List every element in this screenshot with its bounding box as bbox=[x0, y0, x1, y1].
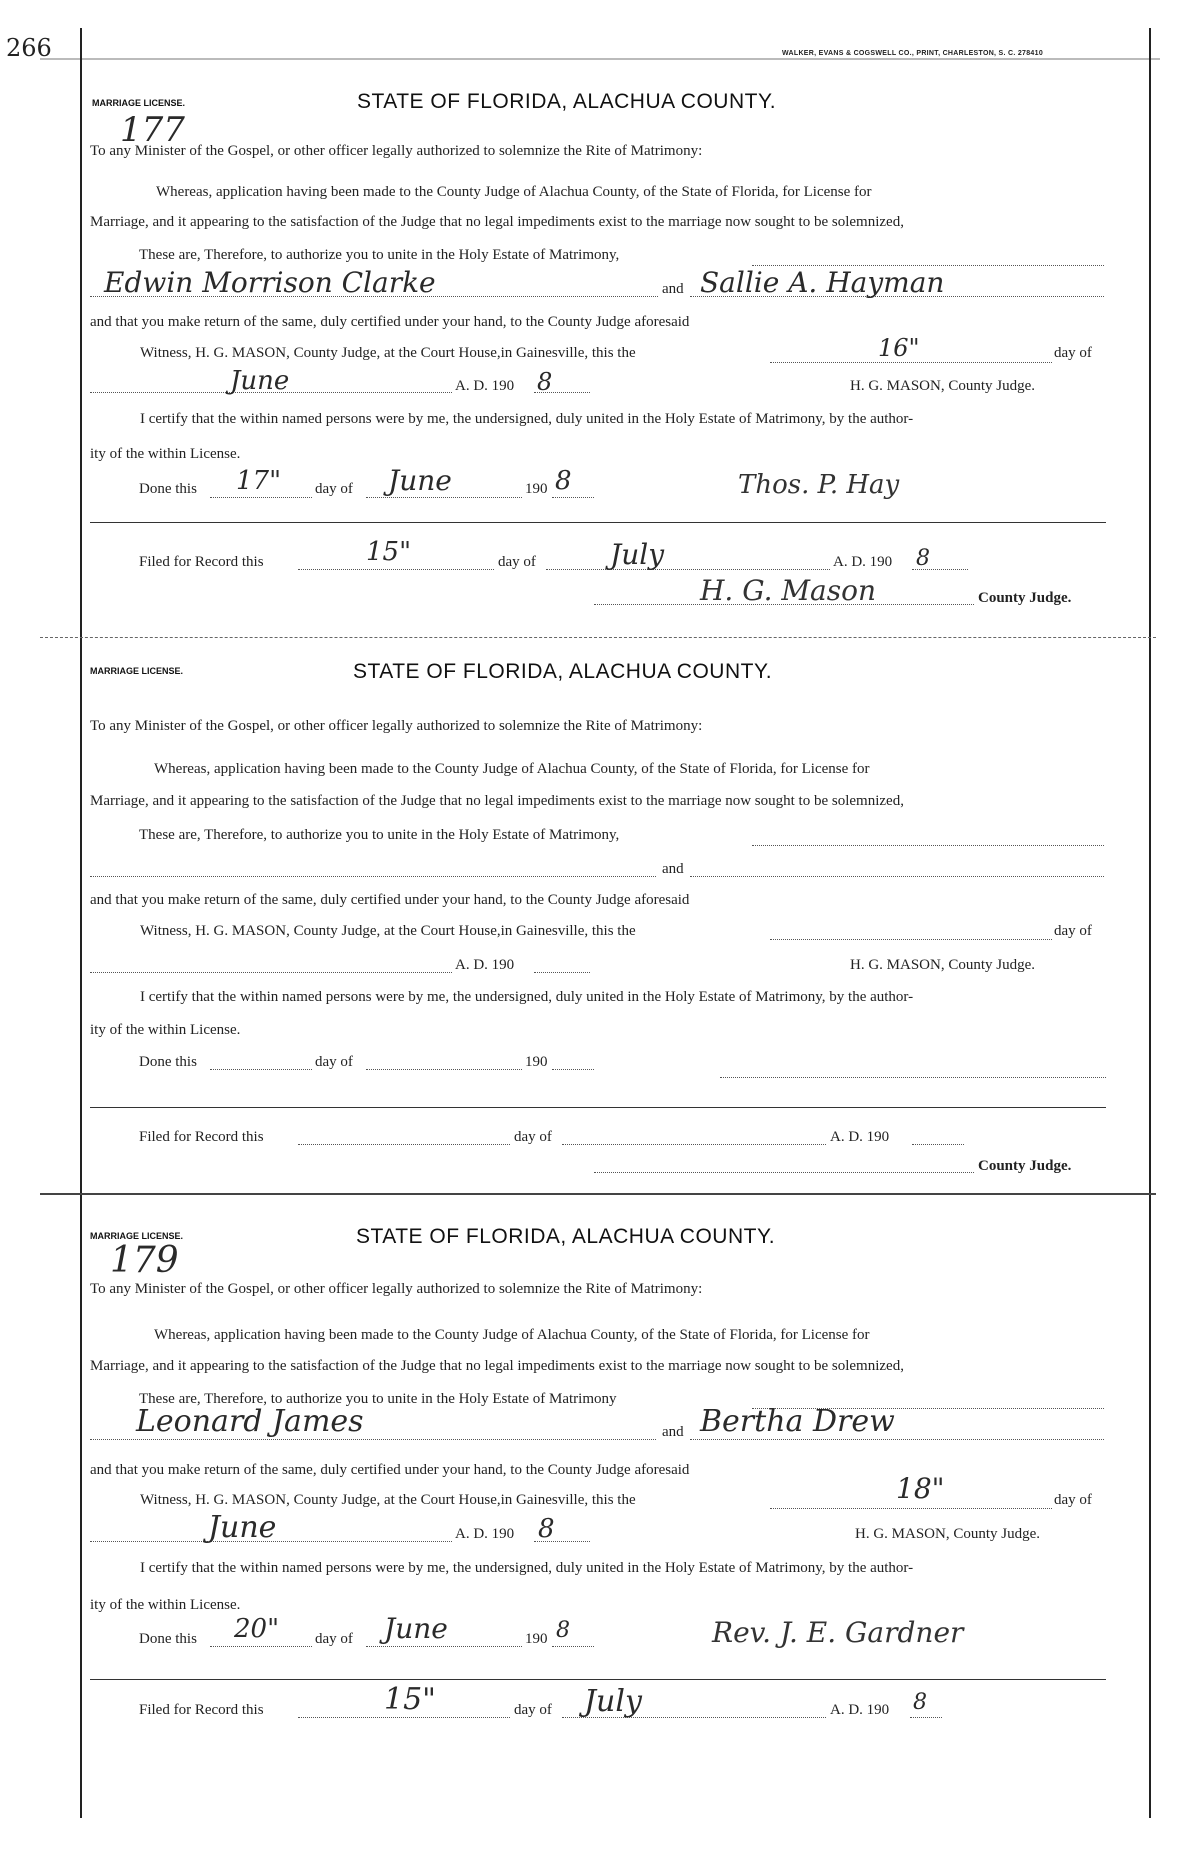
officiant-signature: Thos. P. Hay bbox=[738, 470, 900, 500]
witness-line: Witness, H. G. MASON, County Judge, at the Court House,in Gainesville, this the bbox=[140, 1492, 636, 1508]
and-word: and bbox=[662, 281, 684, 297]
these-are-line: These are, Therefore, to authorize you to unite in the Holy Estate of Matrimony, bbox=[139, 247, 620, 263]
top-edge-bleed bbox=[40, 58, 1160, 60]
section-divider bbox=[90, 522, 1106, 523]
county-judge-label: County Judge. bbox=[978, 590, 1072, 606]
license-title: STATE OF FLORIDA, ALACHUA COUNTY. bbox=[356, 1225, 776, 1248]
county-judge-label: County Judge. bbox=[978, 1158, 1072, 1174]
filed-label: Filed for Record this bbox=[139, 1702, 264, 1718]
done-year-label: 190 bbox=[525, 1054, 548, 1070]
filed-day: 15" bbox=[366, 537, 412, 567]
filed-year-blank bbox=[912, 1144, 964, 1145]
witness-year-blank bbox=[534, 1541, 590, 1542]
filed-day-blank bbox=[298, 1717, 510, 1718]
filed-day: 15" bbox=[384, 1682, 436, 1717]
certify-line-1: I certify that the within named persons were by me, the undersigned, duly united in the Holy Estate of Matrimony, by the author- bbox=[140, 411, 914, 427]
and-word: and bbox=[662, 861, 684, 877]
filed-year-digit: 8 bbox=[913, 1690, 927, 1715]
witness-month-blank bbox=[90, 972, 452, 973]
page-number: 266 bbox=[6, 34, 52, 62]
filed-label: Filed for Record this bbox=[139, 1129, 264, 1145]
certify-line-2: ity of the within License. bbox=[90, 1022, 241, 1038]
done-day-blank bbox=[210, 1646, 312, 1647]
done-this-label: Done this bbox=[139, 1631, 197, 1647]
whereas-line-2: Marriage, and it appearing to the satisfaction of the Judge that no legal impediments exist to the marriage now sought to be solemnized, bbox=[90, 1358, 904, 1374]
witness-day-blank bbox=[770, 362, 1052, 363]
witness-day: 18" bbox=[896, 1472, 945, 1505]
bride-name: Sallie A. Hayman bbox=[700, 266, 945, 299]
license-header-label: MARRIAGE LICENSE. bbox=[92, 98, 186, 108]
filed-year-blank bbox=[912, 569, 968, 570]
these-are-blank bbox=[752, 845, 1104, 846]
judge-sig-line: H. G. MASON, County Judge. bbox=[855, 1526, 1041, 1542]
done-this-label: Done this bbox=[139, 1054, 197, 1070]
officiant-sign-blank bbox=[720, 1077, 1106, 1078]
filed-ad-label: A. D. 190 bbox=[830, 1702, 890, 1718]
filed-year-digit: 8 bbox=[916, 546, 930, 571]
groom-name: Leonard James bbox=[136, 1404, 364, 1439]
done-year-blank bbox=[552, 1069, 594, 1070]
return-line: and that you make return of the same, duly certified under your hand, to the County Judge aforesaid bbox=[90, 1462, 690, 1478]
license-separator-1 bbox=[40, 637, 1156, 638]
day-of-label: day of bbox=[1054, 923, 1092, 939]
witness-month: June bbox=[208, 1510, 277, 1545]
witness-year-digit: 8 bbox=[537, 368, 553, 396]
done-year-digit: 8 bbox=[556, 1618, 570, 1643]
whereas-line-1: Whereas, application having been made to the County Judge of Alachua County, of the State of Florida, for License for bbox=[154, 761, 870, 777]
license-number: 179 bbox=[110, 1240, 179, 1281]
filed-label: Filed for Record this bbox=[139, 554, 264, 570]
ad-label: A. D. 190 bbox=[455, 378, 515, 394]
license-header-label: MARRIAGE LICENSE. bbox=[90, 666, 184, 676]
filed-ad-label: A. D. 190 bbox=[830, 1129, 890, 1145]
ad-label: A. D. 190 bbox=[455, 957, 515, 973]
witness-day: 16" bbox=[878, 334, 920, 362]
done-month: June bbox=[384, 1612, 448, 1645]
filed-day-blank bbox=[298, 569, 494, 570]
day-of-label: day of bbox=[1054, 1492, 1092, 1508]
filed-day-of-label: day of bbox=[514, 1129, 552, 1145]
done-this-label: Done this bbox=[139, 481, 197, 497]
section-divider bbox=[90, 1107, 1106, 1108]
done-month-blank bbox=[366, 1646, 522, 1647]
judge-signature: H. G. Mason bbox=[700, 574, 877, 607]
done-month-blank bbox=[366, 497, 522, 498]
these-are-line: These are, Therefore, to authorize you to unite in the Holy Estate of Matrimony bbox=[139, 1391, 617, 1407]
certify-line-2: ity of the within License. bbox=[90, 1597, 241, 1613]
and-word: and bbox=[662, 1424, 684, 1440]
judge-sig-line: H. G. MASON, County Judge. bbox=[850, 957, 1036, 973]
filed-month: July bbox=[584, 1684, 642, 1719]
day-of-label: day of bbox=[1054, 345, 1092, 361]
judge-sig-line: H. G. MASON, County Judge. bbox=[850, 378, 1036, 394]
done-year-blank bbox=[552, 1646, 594, 1647]
officiant-signature: Rev. J. E. Gardner bbox=[712, 1616, 964, 1649]
witness-day-blank bbox=[770, 939, 1052, 940]
license-separator-2 bbox=[40, 1193, 1156, 1195]
witness-line: Witness, H. G. MASON, County Judge, at the Court House,in Gainesville, this the bbox=[140, 923, 636, 939]
certify-line-1: I certify that the within named persons were by me, the undersigned, duly united in the Holy Estate of Matrimony, by the author- bbox=[140, 989, 914, 1005]
groom-blank bbox=[90, 1439, 656, 1440]
done-year-label: 190 bbox=[525, 481, 548, 497]
return-line: and that you make return of the same, duly certified under your hand, to the County Judge aforesaid bbox=[90, 892, 690, 908]
done-day: 20" bbox=[234, 1614, 280, 1644]
witness-day-blank bbox=[770, 1508, 1052, 1509]
filed-year-blank bbox=[910, 1717, 942, 1718]
whereas-line-1: Whereas, application having been made to the County Judge of Alachua County, of the State of Florida, for License for bbox=[154, 1327, 870, 1343]
witness-line: Witness, H. G. MASON, County Judge, at the Court House,in Gainesville, this the bbox=[140, 345, 636, 361]
bride-blank bbox=[690, 876, 1104, 877]
filed-ad-label: A. D. 190 bbox=[833, 554, 893, 570]
license-number: 177 bbox=[120, 110, 185, 150]
done-day-of-label: day of bbox=[315, 1631, 353, 1647]
done-day-of-label: day of bbox=[315, 1054, 353, 1070]
right-margin-rule bbox=[1149, 28, 1151, 1818]
whereas-line-2: Marriage, and it appearing to the satisfaction of the Judge that no legal impediments exist to the marriage now sought to be solemnized, bbox=[90, 214, 904, 230]
license-title: STATE OF FLORIDA, ALACHUA COUNTY. bbox=[353, 660, 773, 683]
left-margin-rule bbox=[80, 28, 82, 1818]
certify-line-2: ity of the within License. bbox=[90, 446, 241, 462]
witness-year-digit: 8 bbox=[538, 1514, 555, 1544]
groom-blank bbox=[90, 876, 656, 877]
witness-month: June bbox=[230, 366, 290, 396]
printer-credit: WALKER, EVANS & COGSWELL CO., PRINT, CHARLESTON, S. C. 278410 bbox=[782, 50, 1044, 57]
done-year-digit: 8 bbox=[555, 466, 572, 496]
done-day-of-label: day of bbox=[315, 481, 353, 497]
witness-year-blank bbox=[534, 972, 590, 973]
done-month-blank bbox=[366, 1069, 522, 1070]
done-year-label: 190 bbox=[525, 1631, 548, 1647]
these-are-line: These are, Therefore, to authorize you to unite in the Holy Estate of Matrimony, bbox=[139, 827, 620, 843]
filed-month: July bbox=[610, 538, 665, 571]
salutation: To any Minister of the Gospel, or other officer legally authorized to solemnize the Rite of Matrimony: bbox=[90, 718, 703, 734]
filed-day-of-label: day of bbox=[514, 1702, 552, 1718]
done-month: June bbox=[388, 464, 452, 497]
certify-line-1: I certify that the within named persons were by me, the undersigned, duly united in the Holy Estate of Matrimony, by the author- bbox=[140, 1560, 914, 1576]
done-day-blank bbox=[210, 497, 312, 498]
done-day-blank bbox=[210, 1069, 312, 1070]
section-divider bbox=[90, 1679, 1106, 1680]
filed-day-of-label: day of bbox=[498, 554, 536, 570]
judge-sign-blank bbox=[594, 1172, 974, 1173]
filed-day-blank bbox=[298, 1144, 510, 1145]
done-year-blank bbox=[552, 497, 594, 498]
filed-month-blank bbox=[562, 1144, 826, 1145]
groom-name: Edwin Morrison Clarke bbox=[104, 266, 436, 299]
whereas-line-2: Marriage, and it appearing to the satisfaction of the Judge that no legal impediments exist to the marriage now sought to be solemnized, bbox=[90, 793, 904, 809]
license-header-label: MARRIAGE LICENSE. bbox=[90, 1231, 184, 1241]
salutation: To any Minister of the Gospel, or other officer legally authorized to solemnize the Rite of Matrimony: bbox=[90, 143, 703, 159]
salutation: To any Minister of the Gospel, or other officer legally authorized to solemnize the Rite of Matrimony: bbox=[90, 1281, 703, 1297]
bride-name: Bertha Drew bbox=[700, 1404, 895, 1439]
license-title: STATE OF FLORIDA, ALACHUA COUNTY. bbox=[357, 90, 777, 113]
whereas-line-1: Whereas, application having been made to the County Judge of Alachua County, of the State of Florida, for License for bbox=[156, 184, 872, 200]
return-line: and that you make return of the same, duly certified under your hand, to the County Judge aforesaid bbox=[90, 314, 690, 330]
ad-label: A. D. 190 bbox=[455, 1526, 515, 1542]
filed-month-blank bbox=[546, 569, 830, 570]
witness-year-blank bbox=[534, 392, 590, 393]
done-day: 17" bbox=[236, 466, 282, 496]
bride-blank bbox=[690, 1439, 1104, 1440]
